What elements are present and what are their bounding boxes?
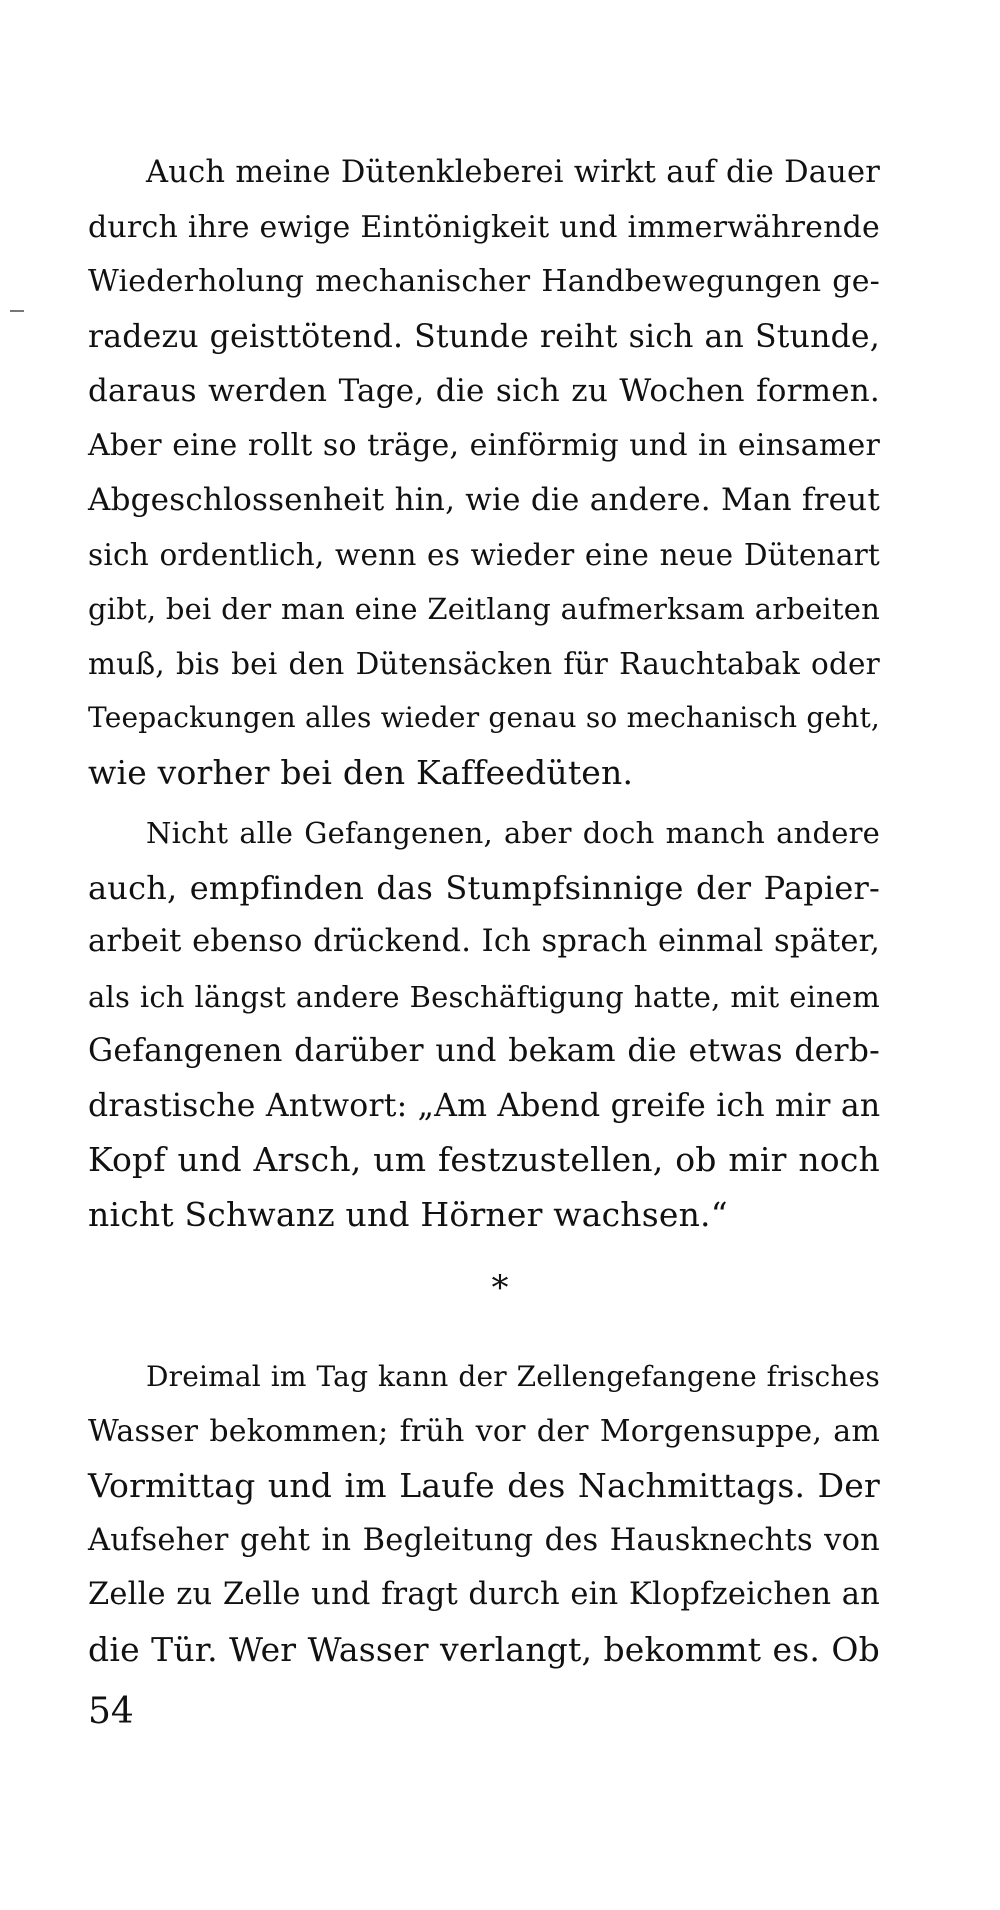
section-separator: *: [491, 1268, 509, 1308]
text-line: Aber eine rollt so träge, einförmig und in einsamer: [88, 427, 880, 463]
text-line: daraus werden Tage, die sich zu Wochen formen.: [88, 373, 880, 409]
text-line: Abgeschlossenheit hin, wie die andere. Man freut: [88, 482, 880, 518]
text-line: auch, empfinden das Stumpfsinnige der Papier-: [88, 868, 880, 907]
text-line: Wiederholung mechanischer Handbewegungen ge-: [88, 264, 880, 299]
text-line: Nicht alle Gefangenen, aber doch manch andere: [146, 816, 880, 850]
paragraph-1: [88, 146, 880, 800]
margin-mark: [10, 310, 24, 312]
text-line: Teepackungen alles wieder genau so mechanisch geht,: [88, 701, 880, 734]
text-line: die Tür. Wer Wasser verlangt, bekommt es. Ob: [88, 1629, 880, 1669]
text-line: Dreimal im Tag kann der Zellengefangene frisches: [146, 1360, 880, 1393]
text-line: Vormittag und im Laufe des Nachmittags. Der: [88, 1466, 880, 1505]
text-line: nicht Schwanz und Hörner wachsen.“: [88, 1194, 728, 1234]
text-line: sich ordentlich, wenn es wieder eine neue Dütenart: [88, 537, 880, 572]
text-line: durch ihre ewige Eintönigkeit und immerwährende: [88, 209, 880, 245]
text-line: wie vorher bei den Kaffeedüten.: [88, 752, 634, 792]
text-line: Zelle zu Zelle und fragt durch ein Klopfzeichen an: [88, 1577, 880, 1612]
text-line: Gefangenen darüber und bekam die etwas derb-: [88, 1033, 880, 1069]
text-line: Aufseher geht in Begleitung des Hausknechts von: [88, 1522, 880, 1558]
text-line: muß, bis bei den Dütensäcken für Rauchtabak oder: [88, 646, 880, 681]
text-line: Kopf und Arsch, um festzustellen, ob mir noch: [88, 1140, 880, 1179]
text-line: arbeit ebenso drückend. Ich sprach einmal später,: [88, 924, 880, 959]
text-line: radezu geisttötend. Stunde reiht sich an Stunde,: [88, 318, 880, 355]
text-line: Wasser bekommen; früh vor der Morgensuppe, am: [88, 1413, 880, 1449]
text-line: drastische Antwort: „Am Abend greife ich mir an: [88, 1087, 881, 1124]
paragraph-2: [88, 806, 880, 1242]
text-line: Auch meine Dütenkleberei wirkt auf die Dauer: [146, 155, 880, 190]
text-line: gibt, bei der man eine Zeitlang aufmerksam arbeiten: [88, 592, 880, 626]
paragraph-3: [88, 1350, 880, 1677]
page-number: 54: [88, 1691, 134, 1732]
text-line: als ich längst andere Beschäftigung hatte, mit einem: [88, 979, 880, 1014]
